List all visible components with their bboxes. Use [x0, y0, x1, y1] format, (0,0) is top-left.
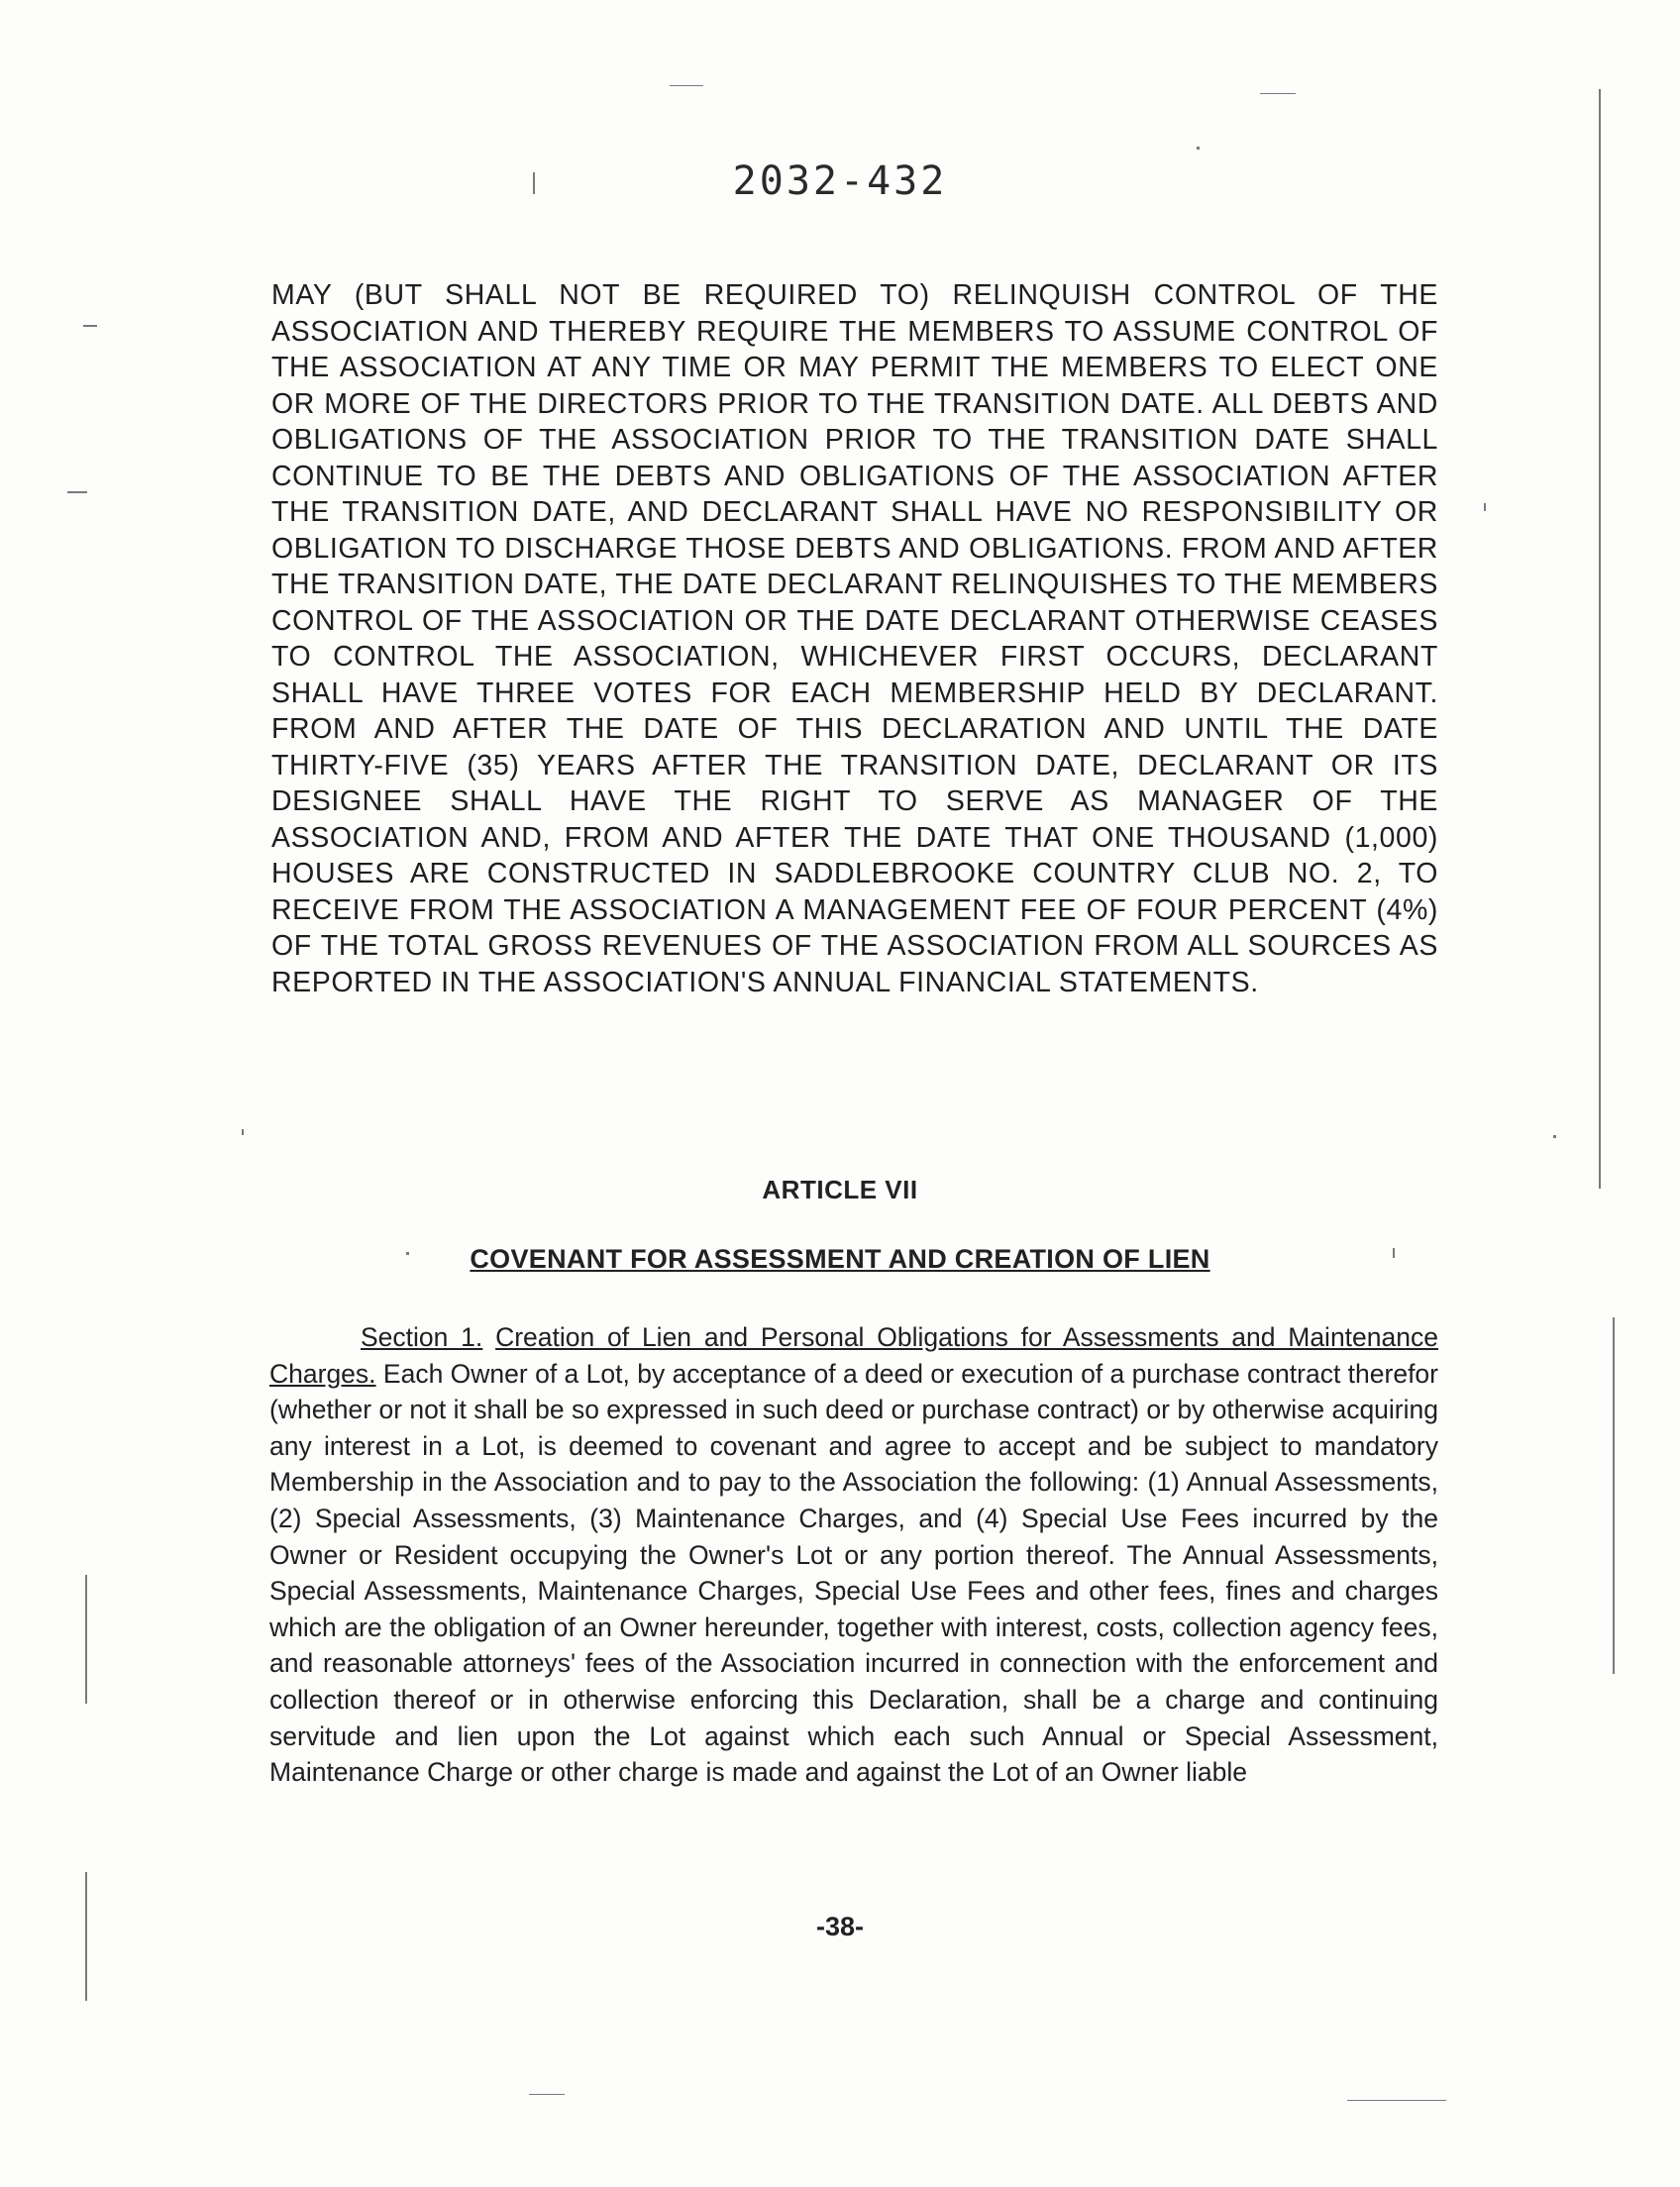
section-title: Creation of Lien and Personal Obligations for Assessments and Maintenance Charges. — [269, 1322, 1438, 1389]
continuation-paragraph: MAY (BUT SHALL NOT BE REQUIRED TO) RELINQUISH CONTROL OF THE ASSOCIATION AND THEREBY REQUIRE THE MEMBERS TO ASSUME CONTROL OF THE ASSOCIATION AT ANY TIME OR MAY PERMIT THE MEMBERS TO ELECT ONE OR MORE OF THE DIRECTORS PRIOR TO THE TRANSITION DATE. ALL DEBTS AND OBLIGATIONS OF THE ASSOCIATION PRIOR TO THE TRANSITION DATE SHALL CONTINUE TO BE THE DEBTS AND OBLIGATIONS OF THE ASSOCIATION AFTER THE TRANSITION DATE, AND DECLARANT SHALL HAVE NO RESPONSIBILITY OR OBLIGATION TO DISCHARGE THOSE DEBTS AND OBLIGATIONS. FROM AND AFTER THE TRANSITION DATE, THE DATE DECLARANT RELINQUISHES TO THE MEMBERS CONTROL OF THE ASSOCIATION OR THE DATE DECLARANT OTHERWISE CEASES TO CONTROL THE ASSOCIATION, WHICHEVER FIRST OCCURS, DECLARANT SHALL HAVE THREE VOTES FOR EACH MEMBERSHIP HELD BY DECLARANT. FROM AND AFTER THE DATE OF THIS DECLARATION AND UNTIL THE DATE THIRTY-FIVE (35) YEARS AFTER THE TRANSITION DATE, DECLARANT OR ITS DESIGNEE SHALL HAVE THE RIGHT TO SERVE AS MANAGER OF THE ASSOCIATION AND, FROM AND AFTER THE DATE THAT ONE THOUSAND (1,000) HOUSES ARE CONSTRUCTED IN SADDLEBROOKE COUNTRY CLUB NO. 2, TO RECEIVE FROM THE ASSOCIATION A MANAGEMENT FEE OF FOUR PERCENT (4%) OF THE TOTAL GROSS REVENUES OF THE ASSOCIATION FROM ALL SOURCES AS REPORTED IN THE ASSOCIATION'S ANNUAL FINANCIAL STATEMENTS. — [271, 279, 1438, 998]
scan-dot-1 — [1197, 147, 1200, 150]
article-heading: ARTICLE VII — [762, 1175, 918, 1204]
scan-dot-2 — [1553, 1135, 1556, 1138]
scan-mark-stamp-tick — [533, 172, 535, 194]
scan-margin-line-left-bottom-1 — [85, 1575, 87, 1704]
scan-mark-left-2 — [67, 491, 87, 493]
scan-dot-3 — [242, 1129, 244, 1135]
recording-stamp-number: 2032-432 — [732, 158, 948, 204]
page-number: -38- — [815, 1912, 864, 1941]
section-body: Each Owner of a Lot, by acceptance of a deed or execution of a purchase contract therefor (whether or not it shall be so expressed in such deed or purchase contract) or by otherwise acquiring any interest in a Lot, is deemed to covenant and agree to accept and be subject to mandatory Membership in the Association and to pay to the Association the following: (1) Annual Assessments, (2) Special Assessments, (3) Maintenance Charges, and (4) Special Use Fees incurred by the Owner or Resident occupying the Owner's Lot or any portion thereof. The Annual Assessments, Special Assessments, Maintenance Charges, Special Use Fees and other fees, fines and charges which are the obligation of an Owner hereunder, together with interest, costs, collection agency fees, and reasonable attorneys' fees of the Association incurred in connection with the enforcement and collection thereof or in otherwise enforcing this Declaration, shall be a charge and continuing servitude and lien upon the Lot against which each such Annual or Special Assessment, Maintenance Charge or other charge is made and against the Lot of an Owner liable — [269, 1358, 1438, 1788]
section-number: Section 1. — [361, 1322, 483, 1352]
scan-dot-4 — [406, 1252, 409, 1255]
section-1-paragraph — [269, 1319, 1438, 1791]
scan-mark-top-1 — [670, 85, 703, 86]
scan-margin-line-right-top — [1599, 89, 1601, 1189]
article-title: COVENANT FOR ASSESSMENT AND CREATION OF LIEN — [470, 1244, 1210, 1274]
scan-mark-top-2 — [1260, 93, 1296, 94]
scan-dot-5 — [1393, 1248, 1395, 1258]
scan-dot-6 — [1484, 503, 1486, 511]
scan-mark-bottom-1 — [529, 2094, 565, 2095]
scan-mark-left-1 — [83, 325, 97, 327]
scan-mark-bottom-2 — [1347, 2100, 1446, 2101]
scan-margin-line-left-bottom-2 — [85, 1872, 87, 2001]
scan-margin-line-right-bottom — [1613, 1317, 1615, 1674]
